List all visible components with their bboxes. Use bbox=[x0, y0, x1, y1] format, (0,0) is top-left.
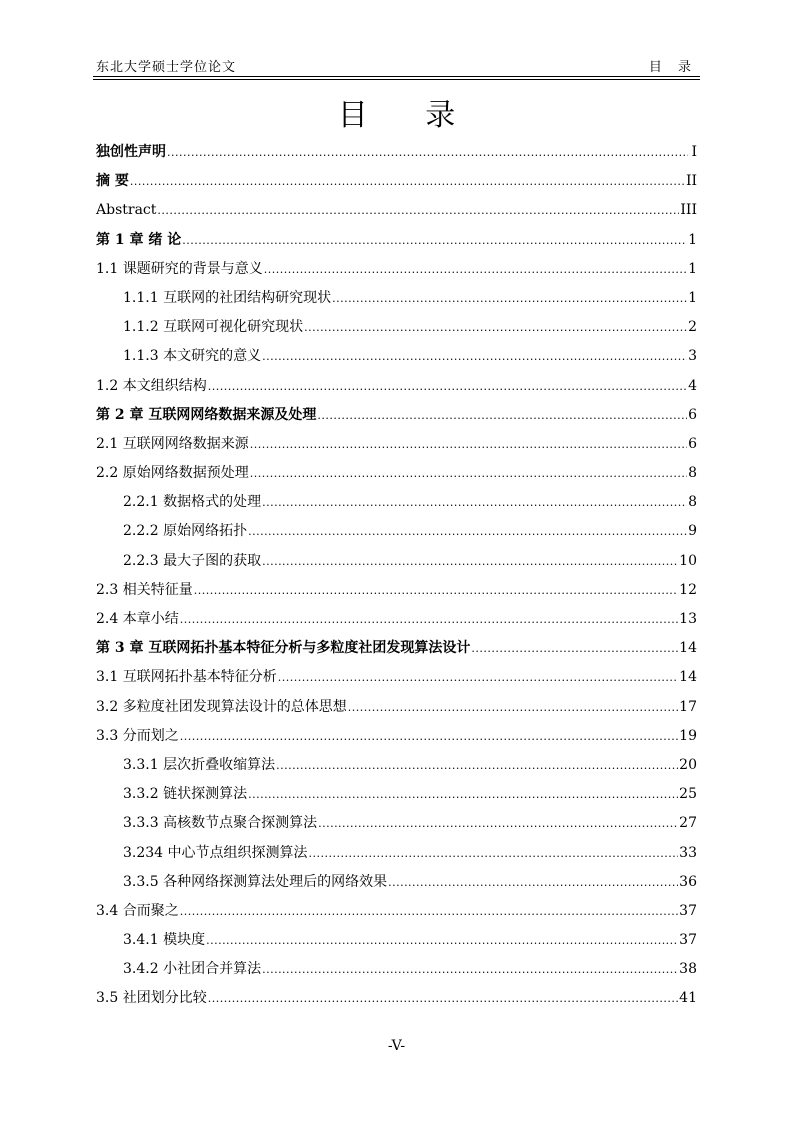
toc-entry[interactable] bbox=[96, 576, 697, 605]
toc-entry[interactable] bbox=[96, 401, 697, 430]
toc-dot-leader bbox=[262, 488, 687, 517]
toc-dot-leader bbox=[348, 693, 678, 722]
toc-dot-leader bbox=[248, 780, 678, 809]
toc-entry-page: 33 bbox=[679, 844, 697, 861]
toc-entry[interactable] bbox=[96, 693, 697, 722]
toc-entry-page: 2 bbox=[688, 319, 697, 336]
toc-dot-leader bbox=[130, 167, 685, 196]
toc-entry-label: 第 1 章 绪 论 bbox=[96, 231, 182, 248]
toc-entry-label: 3.3.2 链状探测算法 bbox=[123, 786, 248, 803]
toc-entry-label: 第 2 章 互联网网络数据来源及处理 bbox=[96, 406, 317, 423]
toc-entry-page: 10 bbox=[679, 552, 697, 569]
toc-dot-leader bbox=[309, 839, 679, 868]
page-title: 目 录 bbox=[337, 98, 480, 133]
toc-entry-label: 2.2.1 数据格式的处理 bbox=[123, 494, 262, 511]
toc-entry-page: 36 bbox=[679, 873, 697, 890]
toc-entry-page: II bbox=[685, 173, 697, 190]
toc-entry[interactable] bbox=[96, 547, 697, 576]
toc-dot-leader bbox=[262, 342, 687, 371]
toc-entry-page: 13 bbox=[679, 611, 697, 627]
toc-entry-label: 独创性声明 bbox=[96, 144, 166, 160]
toc-entry-page: 6 bbox=[688, 406, 697, 423]
toc-entry[interactable] bbox=[96, 372, 697, 401]
toc-entry-page: 14 bbox=[679, 640, 697, 657]
toc-dot-leader bbox=[182, 226, 687, 255]
toc-entry[interactable] bbox=[96, 342, 697, 371]
toc-entry-label: 3.4.2 小社团合并算法 bbox=[123, 961, 262, 978]
toc-entry-label: 1.1.3 本文研究的意义 bbox=[123, 348, 262, 365]
toc-entry-label: 摘 要 bbox=[96, 173, 129, 190]
toc-entry[interactable] bbox=[96, 897, 697, 926]
toc-entry-label: 3.2 多粒度社团发现算法设计的总体思想 bbox=[96, 698, 347, 715]
table-of-contents bbox=[96, 138, 697, 1014]
toc-entry-label: 1.2 本文组织结构 bbox=[96, 377, 207, 394]
toc-entry-page: 1 bbox=[688, 231, 697, 248]
toc-entry-page: 4 bbox=[688, 377, 697, 394]
page-header bbox=[96, 56, 697, 74]
toc-entry[interactable] bbox=[96, 313, 697, 342]
toc-dot-leader bbox=[264, 255, 687, 284]
toc-entry-label: 2.2.2 原始网络拓扑 bbox=[123, 523, 248, 540]
toc-entry-label: 3.1 互联网拓扑基本特征分析 bbox=[96, 669, 277, 686]
toc-entry-page: 27 bbox=[679, 815, 697, 832]
toc-entry-page: 41 bbox=[679, 990, 697, 1007]
toc-entry-label: 1.1.2 互联网可视化研究现状 bbox=[123, 319, 304, 336]
toc-entry-page: 17 bbox=[679, 698, 697, 715]
toc-entry[interactable] bbox=[96, 488, 697, 517]
toc-entry-page: 37 bbox=[679, 902, 697, 919]
toc-entry-label: 2.3 相关特征量 bbox=[96, 581, 193, 598]
toc-entry[interactable] bbox=[96, 138, 697, 167]
toc-entry-label: Abstract bbox=[96, 202, 157, 219]
toc-entry-page: 14 bbox=[679, 669, 697, 686]
toc-dot-leader bbox=[332, 284, 687, 313]
toc-entry[interactable] bbox=[96, 605, 697, 634]
toc-entry-page: 20 bbox=[679, 756, 697, 773]
toc-dot-leader bbox=[194, 576, 678, 605]
toc-dot-leader bbox=[208, 984, 678, 1013]
toc-entry-page: 37 bbox=[679, 932, 697, 949]
toc-dot-leader bbox=[208, 372, 687, 401]
toc-entry-page: 38 bbox=[679, 961, 697, 978]
toc-entry-page: 8 bbox=[688, 465, 697, 482]
toc-dot-leader bbox=[180, 897, 678, 926]
toc-entry-page: 6 bbox=[688, 435, 697, 452]
toc-entry-label: 2.2 原始网络数据预处理 bbox=[96, 465, 249, 482]
toc-dot-leader bbox=[250, 430, 687, 459]
toc-entry[interactable] bbox=[96, 839, 697, 868]
toc-entry[interactable] bbox=[96, 722, 697, 751]
toc-entry-label: 2.4 本章小结 bbox=[96, 611, 179, 627]
toc-entry[interactable] bbox=[96, 868, 697, 897]
toc-entry-label: 3.3.3 高核数节点聚合探测算法 bbox=[123, 815, 318, 832]
toc-entry[interactable] bbox=[96, 196, 697, 225]
toc-dot-leader bbox=[388, 868, 678, 897]
toc-dot-leader bbox=[180, 605, 678, 634]
toc-entry-page: 1 bbox=[688, 260, 697, 277]
toc-entry-page: 8 bbox=[688, 494, 697, 511]
toc-entry[interactable] bbox=[96, 255, 697, 284]
toc-entry-label: 3.3.1 层次折叠收缩算法 bbox=[123, 756, 276, 773]
toc-entry-page: 25 bbox=[679, 786, 697, 803]
header-rule-thick bbox=[93, 76, 700, 77]
toc-dot-leader bbox=[471, 634, 678, 663]
toc-entry-label: 3.5 社团划分比较 bbox=[96, 990, 207, 1007]
toc-entry[interactable] bbox=[96, 284, 697, 313]
toc-entry-label: 3.4.1 模块度 bbox=[123, 932, 206, 949]
toc-dot-leader bbox=[262, 955, 678, 984]
toc-dot-leader bbox=[180, 722, 678, 751]
toc-entry-label: 2.2.3 最大子图的获取 bbox=[123, 552, 262, 569]
toc-entry[interactable] bbox=[96, 634, 697, 663]
toc-entry[interactable] bbox=[96, 226, 697, 255]
toc-entry[interactable] bbox=[96, 809, 697, 838]
toc-dot-leader bbox=[318, 809, 678, 838]
header-section-title: 目 录 bbox=[648, 60, 697, 75]
toc-entry-page: 3 bbox=[688, 348, 697, 365]
toc-entry-label: 第 3 章 互联网拓扑基本特征分析与多粒度社团发现算法设计 bbox=[96, 640, 471, 657]
toc-dot-leader bbox=[262, 547, 678, 576]
toc-dot-leader bbox=[206, 926, 678, 955]
toc-entry[interactable] bbox=[96, 459, 697, 488]
toc-entry[interactable] bbox=[96, 167, 697, 196]
toc-entry-label: 3.3 分而划之 bbox=[96, 727, 179, 744]
toc-dot-leader bbox=[304, 313, 687, 342]
page-number: -V- bbox=[387, 1038, 406, 1054]
toc-entry[interactable] bbox=[96, 517, 697, 546]
toc-entry-page: III bbox=[680, 202, 697, 219]
toc-entry[interactable] bbox=[96, 751, 697, 780]
toc-entry[interactable] bbox=[96, 663, 697, 692]
toc-entry[interactable] bbox=[96, 926, 697, 955]
toc-dot-leader bbox=[317, 401, 687, 430]
header-thesis-title: 东北大学硕士学位论文 bbox=[96, 60, 237, 75]
header-rule-thin bbox=[93, 79, 700, 80]
toc-entry-page: 9 bbox=[688, 523, 697, 540]
toc-entry[interactable] bbox=[96, 955, 697, 984]
toc-entry[interactable] bbox=[96, 984, 697, 1013]
toc-dot-leader bbox=[250, 459, 687, 488]
toc-entry-label: 3.4 合而聚之 bbox=[96, 902, 179, 919]
toc-entry[interactable] bbox=[96, 430, 697, 459]
toc-dot-leader bbox=[278, 663, 678, 692]
toc-entry-label: 2.1 互联网网络数据来源 bbox=[96, 435, 249, 452]
toc-entry-label: 1.1 课题研究的背景与意义 bbox=[96, 260, 263, 277]
toc-entry-label: 3.3.5 各种网络探测算法处理后的网络效果 bbox=[123, 873, 388, 890]
toc-dot-leader bbox=[248, 517, 687, 546]
toc-entry-label: 1.1.1 互联网的社团结构研究现状 bbox=[123, 289, 332, 306]
toc-entry[interactable] bbox=[96, 780, 697, 809]
toc-entry-label: 3.234 中心节点组织探测算法 bbox=[123, 844, 308, 861]
toc-entry-page: I bbox=[691, 144, 697, 160]
toc-entry-page: 1 bbox=[688, 289, 697, 306]
toc-entry-page: 12 bbox=[679, 581, 697, 598]
toc-entry-page: 19 bbox=[679, 727, 697, 744]
toc-dot-leader bbox=[276, 751, 678, 780]
toc-dot-leader bbox=[157, 196, 679, 225]
toc-dot-leader bbox=[167, 138, 688, 167]
